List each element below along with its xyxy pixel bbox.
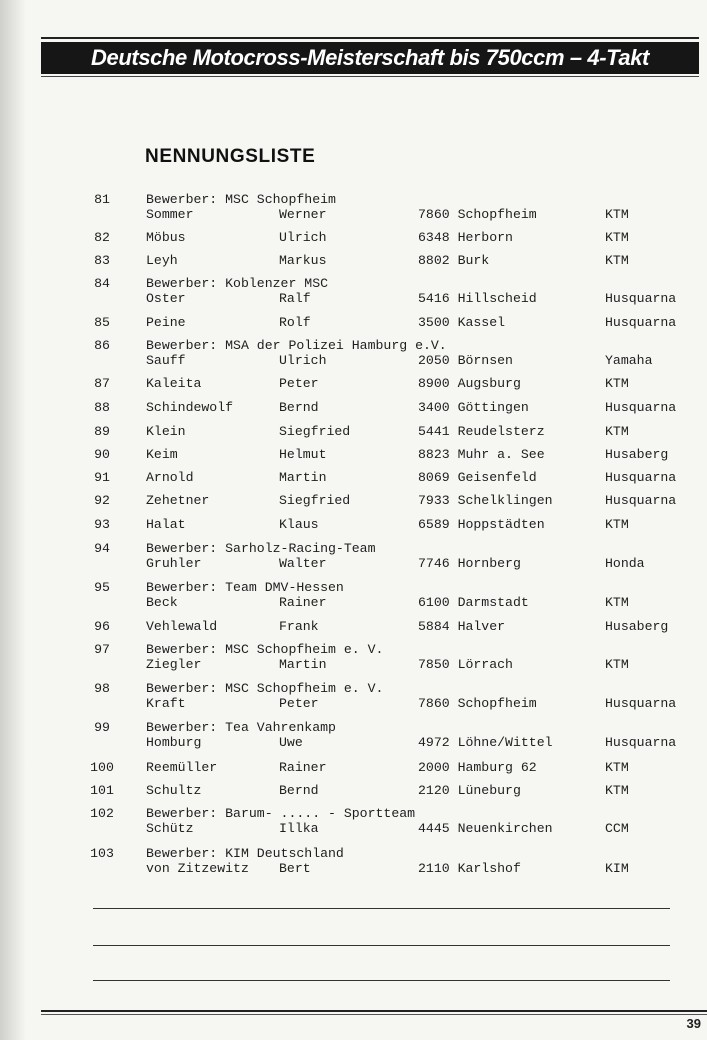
list-title: NENNUNGSLISTE (145, 146, 316, 167)
entry-85 (0, 315, 707, 330)
rider-postcode-city: 5416 Hillscheid (418, 291, 537, 306)
entry-92 (0, 493, 707, 508)
motorcycle-make: KTM (605, 253, 629, 268)
start-number: 96 (94, 619, 110, 634)
entry-95 (0, 580, 707, 610)
rider-last-name: Sommer (146, 207, 194, 222)
start-number: 91 (94, 470, 110, 485)
rider-postcode-city: 4445 Neuenkirchen (418, 821, 553, 836)
rider-postcode-city: 5441 Reudelsterz (418, 424, 545, 439)
rider-first-name: Uwe (279, 735, 303, 750)
entrant-label: Bewerber: Team DMV-Hessen (146, 580, 344, 595)
rider-postcode-city: 8069 Geisenfeld (418, 470, 537, 485)
rider-first-name: Bernd (279, 400, 319, 415)
entry-88 (0, 400, 707, 415)
rider-last-name: Halat (146, 517, 186, 532)
rider-last-name: Oster (146, 291, 186, 306)
rider-postcode-city: 7860 Schopfheim (418, 207, 537, 222)
entry-102 (0, 806, 707, 836)
rider-line (0, 735, 707, 750)
motorcycle-make: KTM (605, 207, 629, 222)
rider-first-name: Bert (279, 861, 311, 876)
start-number: 103 (90, 846, 114, 861)
header-underline (41, 76, 699, 77)
start-number: 85 (94, 315, 110, 330)
motorcycle-make: KTM (605, 657, 629, 672)
rider-first-name: Martin (279, 470, 327, 485)
rider-postcode-city: 7850 Lörrach (418, 657, 513, 672)
rider-first-name: Rolf (279, 315, 311, 330)
blank-entry-line (93, 945, 670, 946)
start-number: 94 (94, 541, 110, 556)
entry-86 (0, 338, 707, 368)
rider-line (0, 657, 707, 672)
rider-first-name: Peter (279, 376, 319, 391)
rider-last-name: Zehetner (146, 493, 210, 508)
start-number: 84 (94, 276, 110, 291)
rider-first-name: Werner (279, 207, 327, 222)
start-number: 87 (94, 376, 110, 391)
entry-90 (0, 447, 707, 462)
rider-line (0, 861, 707, 876)
rider-postcode-city: 7860 Schopfheim (418, 696, 537, 711)
rider-first-name: Martin (279, 657, 327, 672)
motorcycle-make: Husquarna (605, 493, 677, 508)
rider-postcode-city: 2120 Lüneburg (418, 783, 521, 798)
rider-postcode-city: 6348 Herborn (418, 230, 513, 245)
start-number: 89 (94, 424, 110, 439)
entrant-label: Bewerber: MSC Schopfheim e. V. (146, 681, 384, 696)
rider-last-name: Peine (146, 315, 186, 330)
rider-postcode-city: 6100 Darmstadt (418, 595, 529, 610)
rider-last-name: Schindewolf (146, 400, 234, 415)
entry-103 (0, 846, 707, 876)
rider-first-name: Ralf (279, 291, 311, 306)
rider-first-name: Walter (279, 556, 327, 571)
rider-line (0, 207, 707, 222)
entrant-label: Bewerber: MSC Schopfheim e. V. (146, 642, 384, 657)
rider-line (0, 696, 707, 711)
rider-postcode-city: 8900 Augsburg (418, 376, 521, 391)
page-number: 39 (686, 1016, 701, 1031)
rider-last-name: Reemüller (146, 760, 218, 775)
footer-rule-thin (41, 1014, 707, 1015)
rider-first-name: Ulrich (279, 353, 327, 368)
motorcycle-make: Husquarna (605, 735, 677, 750)
rider-postcode-city: 2110 Karlshof (418, 861, 521, 876)
entry-87 (0, 376, 707, 391)
entry-99 (0, 720, 707, 750)
entrant-label: Bewerber: Koblenzer MSC (146, 276, 329, 291)
entrant-label: Bewerber: MSA der Polizei Hamburg e.V. (146, 338, 447, 353)
rider-first-name: Helmut (279, 447, 327, 462)
entry-89 (0, 424, 707, 439)
rider-last-name: Klein (146, 424, 186, 439)
entrant-label: Bewerber: Sarholz-Racing-Team (146, 541, 376, 556)
entry-84 (0, 276, 707, 306)
rider-first-name: Ulrich (279, 230, 327, 245)
entry-98 (0, 681, 707, 711)
blank-entry-line (93, 908, 670, 909)
entry-100 (0, 760, 707, 775)
motorcycle-make: Husaberg (605, 619, 669, 634)
rider-last-name: Ziegler (146, 657, 202, 672)
entry-91 (0, 470, 707, 485)
rider-first-name: Siegfried (279, 424, 351, 439)
motorcycle-make: KTM (605, 760, 629, 775)
entrant-label: Bewerber: Tea Vahrenkamp (146, 720, 336, 735)
rider-first-name: Rainer (279, 595, 327, 610)
motorcycle-make: CCM (605, 821, 629, 836)
motorcycle-make: KTM (605, 230, 629, 245)
rider-postcode-city: 2050 Börnsen (418, 353, 513, 368)
motorcycle-make: KTM (605, 595, 629, 610)
start-number: 98 (94, 681, 110, 696)
header-banner: Deutsche Motocross-Meisterschaft bis 750ccm – 4-Takt (41, 42, 699, 74)
top-rule (41, 37, 699, 39)
rider-last-name: Gruhler (146, 556, 202, 571)
rider-line (0, 595, 707, 610)
start-number: 93 (94, 517, 110, 532)
start-number: 99 (94, 720, 110, 735)
rider-last-name: Vehlewald (146, 619, 218, 634)
rider-last-name: von Zitzewitz (146, 861, 249, 876)
rider-postcode-city: 3500 Kassel (418, 315, 506, 330)
motorcycle-make: Husquarna (605, 400, 677, 415)
motorcycle-make: Husquarna (605, 315, 677, 330)
rider-postcode-city: 7746 Hornberg (418, 556, 521, 571)
start-number: 90 (94, 447, 110, 462)
rider-last-name: Homburg (146, 735, 202, 750)
start-number: 88 (94, 400, 110, 415)
rider-first-name: Frank (279, 619, 319, 634)
motorcycle-make: KTM (605, 517, 629, 532)
rider-last-name: Sauff (146, 353, 186, 368)
rider-line (0, 291, 707, 306)
motorcycle-make: Husquarna (605, 696, 677, 711)
start-number: 92 (94, 493, 110, 508)
entry-81 (0, 192, 707, 222)
rider-first-name: Siegfried (279, 493, 351, 508)
rider-last-name: Schütz (146, 821, 194, 836)
rider-postcode-city: 8823 Muhr a. See (418, 447, 545, 462)
rider-last-name: Beck (146, 595, 178, 610)
entry-94 (0, 541, 707, 571)
entrant-label: Bewerber: Barum- ..... - Sportteam (146, 806, 416, 821)
start-number: 81 (94, 192, 110, 207)
motorcycle-make: Husquarna (605, 470, 677, 485)
rider-postcode-city: 7933 Schelklingen (418, 493, 553, 508)
entry-93 (0, 517, 707, 532)
rider-last-name: Leyh (146, 253, 178, 268)
entrant-label: Bewerber: KIM Deutschland (146, 846, 344, 861)
rider-first-name: Bernd (279, 783, 319, 798)
rider-postcode-city: 4972 Löhne/Wittel (418, 735, 553, 750)
start-number: 82 (94, 230, 110, 245)
motorcycle-make: KTM (605, 376, 629, 391)
motorcycle-make: KTM (605, 424, 629, 439)
entry-82 (0, 230, 707, 245)
entry-101 (0, 783, 707, 798)
start-number: 102 (90, 806, 114, 821)
rider-line (0, 821, 707, 836)
blank-entry-line (93, 980, 670, 981)
start-number: 83 (94, 253, 110, 268)
rider-postcode-city: 2000 Hamburg 62 (418, 760, 537, 775)
rider-line (0, 353, 707, 368)
motorcycle-make: Honda (605, 556, 645, 571)
rider-last-name: Kraft (146, 696, 186, 711)
rider-first-name: Rainer (279, 760, 327, 775)
entrant-label: Bewerber: MSC Schopfheim (146, 192, 336, 207)
entry-96 (0, 619, 707, 634)
motorcycle-make: KIM (605, 861, 629, 876)
footer-rule (41, 1010, 707, 1012)
start-number: 100 (90, 760, 114, 775)
start-number: 95 (94, 580, 110, 595)
rider-first-name: Peter (279, 696, 319, 711)
rider-last-name: Kaleita (146, 376, 202, 391)
motorcycle-make: Husaberg (605, 447, 669, 462)
motorcycle-make: Yamaha (605, 353, 653, 368)
rider-last-name: Schultz (146, 783, 202, 798)
rider-last-name: Arnold (146, 470, 194, 485)
start-number: 86 (94, 338, 110, 353)
entry-97 (0, 642, 707, 672)
rider-first-name: Klaus (279, 517, 319, 532)
start-number: 97 (94, 642, 110, 657)
rider-postcode-city: 8802 Burk (418, 253, 490, 268)
rider-last-name: Möbus (146, 230, 186, 245)
entry-83 (0, 253, 707, 268)
rider-line (0, 556, 707, 571)
rider-postcode-city: 5884 Halver (418, 619, 506, 634)
motorcycle-make: KTM (605, 783, 629, 798)
rider-last-name: Keim (146, 447, 178, 462)
motorcycle-make: Husquarna (605, 291, 677, 306)
rider-postcode-city: 3400 Göttingen (418, 400, 529, 415)
rider-postcode-city: 6589 Hoppstädten (418, 517, 545, 532)
rider-first-name: Illka (279, 821, 319, 836)
rider-first-name: Markus (279, 253, 327, 268)
start-number: 101 (90, 783, 114, 798)
